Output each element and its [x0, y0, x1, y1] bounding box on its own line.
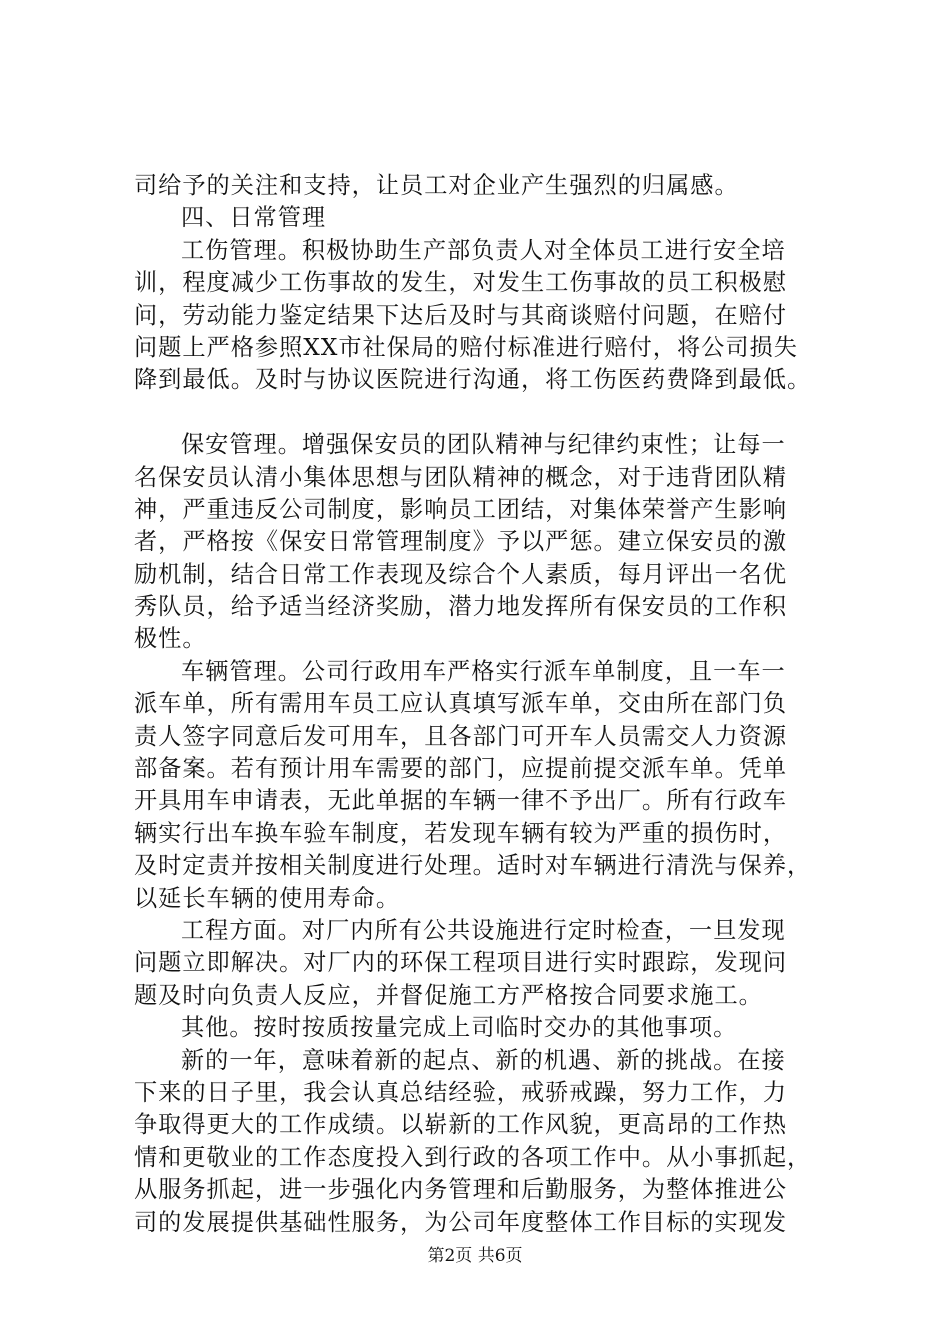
text-line: 从服务抓起，进一步强化内务管理和后勤服务，为整体推进公	[134, 1176, 788, 1204]
text-line: 开具用车申请表，无此单据的车辆一律不予出厂。所有行政车	[134, 787, 788, 815]
text-line: 部备案。若有预计用车需要的部门，应提前提交派车单。凭单	[134, 755, 788, 783]
text-line: 其他。按时按质按量完成上司临时交办的其他事项。	[181, 1014, 738, 1042]
text-line: 司的发展提供基础性服务，为公司年度整体工作目标的实现发	[134, 1208, 788, 1236]
text-line: 问题上严格参照XX市社保局的赔付标准进行赔付，将公司损失	[134, 333, 798, 361]
text-line: 励机制，结合日常工作表现及综合个人素质，每月评出一名优	[134, 560, 788, 588]
text-line: 题及时向负责人反应，并督促施工方严格按合同要求施工。	[134, 981, 763, 1009]
text-line: 问，劳动能力鉴定结果下达后及时与其商谈赔付问题，在赔付	[134, 301, 788, 329]
text-line: 四、日常管理	[181, 204, 327, 232]
text-line: 保安管理。增强保安员的团队精神与纪律约束性；让每一	[181, 431, 786, 459]
text-line: 名保安员认清小集体思想与团队精神的概念，对于违背团队精	[134, 463, 788, 491]
text-line: 争取得更大的工作成绩。以崭新的工作风貌，更高昂的工作热	[134, 1111, 788, 1139]
text-line: 以延长车辆的使用寿命。	[134, 884, 401, 912]
text-line: 工伤管理。积极协助生产部负责人对全体员工进行安全培	[181, 236, 786, 264]
text-line: 车辆管理。公司行政用车严格实行派车单制度，且一车一	[181, 657, 786, 685]
document-body	[134, 170, 854, 1239]
text-line: 下来的日子里，我会认真总结经验，戒骄戒躁，努力工作，力	[134, 1078, 788, 1106]
text-line: 神，严重违反公司制度，影响员工团结，对集体荣誉产生影响	[134, 495, 788, 523]
text-line: 降到最低。及时与协议医院进行沟通，将工伤医药费降到最低。	[134, 366, 812, 394]
text-line: 秀队员，给予适当经济奖励，潜力地发挥所有保安员的工作积	[134, 593, 788, 621]
text-line: 派车单，所有需用车员工应认真填写派车单，交由所在部门负	[134, 690, 788, 718]
text-line: 新的一年，意味着新的起点、新的机遇、新的挑战。在接	[181, 1046, 786, 1074]
text-line: 责人签字同意后发可用车，且各部门可开车人员需交人力资源	[134, 722, 788, 750]
text-line: 问题立即解决。对厂内的环保工程项目进行实时跟踪，发现问	[134, 949, 788, 977]
text-line: 工程方面。对厂内所有公共设施进行定时检查，一旦发现	[181, 916, 786, 944]
text-line: 情和更敬业的工作态度投入到行政的各项工作中。从小事抓起，	[134, 1143, 812, 1171]
text-line: 司给予的关注和支持，让员工对企业产生强烈的归属感。	[134, 172, 739, 199]
paragraph-gap	[134, 397, 854, 429]
text-line: 辆实行出车换车验车制度，若发现车辆有较为严重的损伤时，	[134, 819, 788, 847]
page-footer: 第2页 共6页	[427, 1246, 523, 1266]
text-line: 者，严格按《保安日常管理制度》予以严惩。建立保安员的激	[134, 528, 788, 556]
text-line: 训，程度减少工伤事故的发生，对发生工伤事故的员工积极慰	[134, 269, 788, 297]
text-line: 及时定责并按相关制度进行处理。适时对车辆进行清洗与保养，	[134, 852, 812, 880]
text-line: 极性。	[134, 625, 207, 653]
